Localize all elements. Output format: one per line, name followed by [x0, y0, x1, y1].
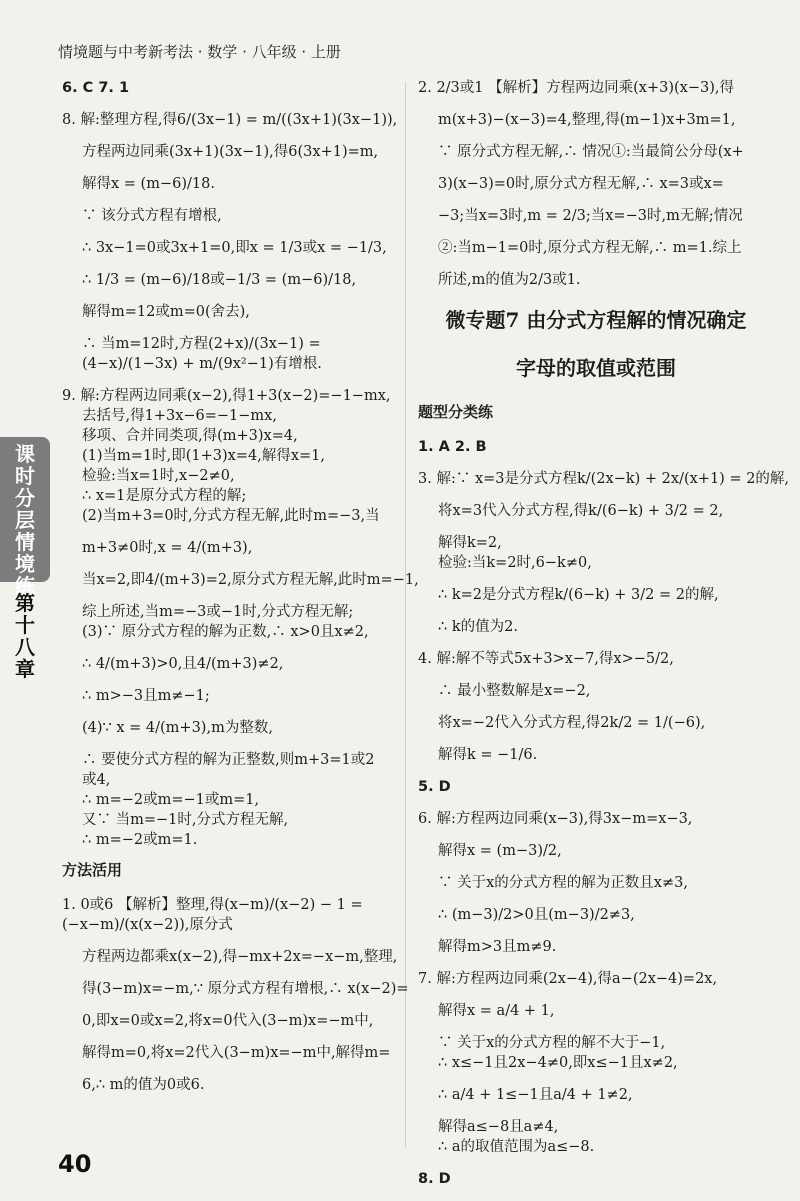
answer-line: 解得a≤−8且a≠4,	[438, 1119, 559, 1135]
answer-line: 6. 解:方程两边同乘(x−3),得3x−m=x−3,	[418, 811, 693, 827]
answer-line: (2)当m+3=0时,分式方程无解,此时m=−3,当	[82, 508, 380, 524]
answer-line: ∴ 4/(m+3)>0,且4/(m+3)≠2,	[82, 656, 284, 672]
answer-line: 或4,	[82, 772, 111, 788]
answer-line: 解得k=2,	[438, 535, 502, 551]
chapter-label: 第十八章	[15, 591, 35, 681]
answer-line: ∵ 关于x的分式方程的解不大于−1,	[438, 1035, 666, 1051]
answer-line: ∴ m>−3且m≠−1;	[82, 688, 210, 704]
answer-line: ∴ k=2是分式方程k/(6−k) + 3/2 = 2的解,	[438, 587, 719, 603]
answer-line: ∵ 原分式方程无解,∴ 情况①:当最简公分母(x+	[438, 144, 744, 160]
answer-line: ∴ 3x−1=0或3x+1=0,即x = 1/3或x = −1/3,	[82, 240, 387, 256]
answer-line: 解得m=0,将x=2代入(3−m)x=−m中,解得m=	[82, 1045, 391, 1061]
answer-line: 去括号,得1+3x−6=−1−mx,	[82, 408, 277, 424]
answer-line: m(x+3)−(x−3)=4,整理,得(m−1)x+3m=1,	[438, 112, 736, 128]
answer-line: (1)当m=1时,即(1+3)x=4,解得x=1,	[82, 448, 326, 464]
answer-line: 移项、合并同类项,得(m+3)x=4,	[82, 428, 298, 444]
answer-line: 1. 0或6 【解析】整理,得(x−m)/(x−2) − 1 = (−x−m)/(x(x−2)),原分式	[62, 897, 363, 933]
answer-line: ∴ 1/3 = (m−6)/18或−1/3 = (m−6)/18,	[82, 272, 357, 288]
answer-line: 又∵ 当m=−1时,分式方程无解,	[82, 812, 289, 828]
answer-line: −3;当x=3时,m = 2/3;当x=−3时,m无解;情况	[438, 208, 743, 224]
answer-line: 将x=3代入分式方程,得k/(6−k) + 3/2 = 2,	[438, 503, 724, 519]
answer-line: 得(3−m)x=−m,∵ 原分式方程有增根,∴ x(x−2)=	[82, 981, 409, 997]
answer-line: ∴ k的值为2.	[438, 619, 518, 635]
answer-line: 解得k = −1/6.	[438, 747, 538, 763]
answer-line: 3)(x−3)=0时,原分式方程无解,∴ x=3或x=	[438, 176, 724, 192]
answer-line: 解得x = (m−6)/18.	[82, 176, 215, 192]
answer-line: 综上所述,当m=−3或−1时,分式方程无解;	[82, 604, 354, 620]
topic-title-line-1: 微专题7 由分式方程解的情况确定	[445, 308, 747, 332]
answer-line: 解得m>3且m≠9.	[438, 939, 557, 955]
answer-line: ∴ m=−2或m=1.	[82, 832, 198, 848]
answer-line: (4)∵ x = 4/(m+3),m为整数,	[82, 720, 273, 736]
answer-line: 方程两边同乘(3x+1)(3x−1),得6(3x+1)=m,	[82, 144, 379, 160]
answer-line: 4. 解:解不等式5x+3>x−7,得x>−5/2,	[418, 651, 674, 667]
right-column	[418, 78, 790, 1189]
left-column	[62, 78, 419, 1095]
answer-line: ∴ 要使分式方程的解为正整数,则m+3=1或2	[82, 752, 375, 768]
answer-line: ∴ m=−2或m=−1或m=1,	[82, 792, 260, 808]
page-number: 40	[58, 1150, 92, 1178]
answer-line: ∴ 当m=12时,方程(2+x)/(3x−1) = (4−x)/(1−3x) + m/(9x²−1)有增根.	[82, 336, 322, 372]
answer-line: ∴ a/4 + 1≤−1且a/4 + 1≠2,	[438, 1087, 633, 1103]
answer-line: ∴ 最小整数解是x=−2,	[438, 683, 591, 699]
answer-line: ∴ a的取值范围为a≤−8.	[438, 1139, 595, 1155]
answer-line: (3)∵ 原分式方程的解为正数,∴ x>0且x≠2,	[82, 624, 369, 640]
answer-line: ②:当m−1=0时,原分式方程无解,∴ m=1.综上	[438, 240, 742, 256]
answer-line: 将x=−2代入分式方程,得2k/2 = 1/(−6),	[438, 715, 706, 731]
answer-line: 当x=2,即4/(m+3)=2,原分式方程无解,此时m=−1,	[82, 572, 419, 588]
answer-line: 解得x = (m−3)/2,	[438, 843, 562, 859]
answer-line: 解得m=12或m=0(舍去),	[82, 304, 250, 320]
answer-line: 6,∴ m的值为0或6.	[82, 1077, 205, 1093]
answer-line: 6. C 7. 1	[62, 80, 130, 96]
page-header: 情境题与中考新考法 · 数学 · 八年级 · 上册	[58, 43, 341, 61]
answer-line: 5. D	[418, 779, 451, 795]
answer-line: 1. A 2. B	[418, 439, 487, 455]
answer-line: 0,即x=0或x=2,将x=0代入(3−m)x=−m中,	[82, 1013, 374, 1029]
section-title: 题型分类练	[418, 403, 494, 421]
section-title: 方法活用	[62, 861, 123, 879]
side-tab-label: 课时分层情境练	[15, 442, 35, 598]
topic-title-line-2: 字母的取值或范围	[516, 356, 676, 380]
answer-line: 9. 解:方程两边同乘(x−2),得1+3(x−2)=−1−mx,	[62, 388, 391, 404]
answer-line: 8. D	[418, 1171, 451, 1187]
answer-line: 8. 解:整理方程,得6/(3x−1) = m/((3x+1)(3x−1)),	[62, 112, 398, 128]
answer-line: 解得x = a/4 + 1,	[438, 1003, 555, 1019]
answer-line: 所述,m的值为2/3或1.	[438, 272, 581, 288]
answer-line: 方程两边都乘x(x−2),得−mx+2x=−x−m,整理,	[82, 949, 398, 965]
answer-line: ∴ x=1是原分式方程的解;	[82, 488, 247, 504]
answer-line: 检验:当k=2时,6−k≠0,	[438, 555, 592, 571]
answer-line: ∴ x≤−1且2x−4≠0,即x≤−1且x≠2,	[438, 1055, 678, 1071]
answer-line: 7. 解:方程两边同乘(2x−4),得a−(2x−4)=2x,	[418, 971, 718, 987]
answer-line: 检验:当x=1时,x−2≠0,	[82, 468, 235, 484]
answer-line: ∴ (m−3)/2>0且(m−3)/2≠3,	[438, 907, 635, 923]
answer-line: 2. 2/3或1 【解析】方程两边同乘(x+3)(x−3),得	[418, 80, 734, 96]
answer-line: 3. 解:∵ x=3是分式方程k/(2x−k) + 2x/(x+1) = 2的解,	[418, 471, 790, 487]
answer-line: m+3≠0时,x = 4/(m+3),	[82, 540, 253, 556]
answer-line: ∵ 关于x的分式方程的解为正数且x≠3,	[438, 875, 688, 891]
answer-line: ∵ 该分式方程有增根,	[82, 208, 222, 224]
